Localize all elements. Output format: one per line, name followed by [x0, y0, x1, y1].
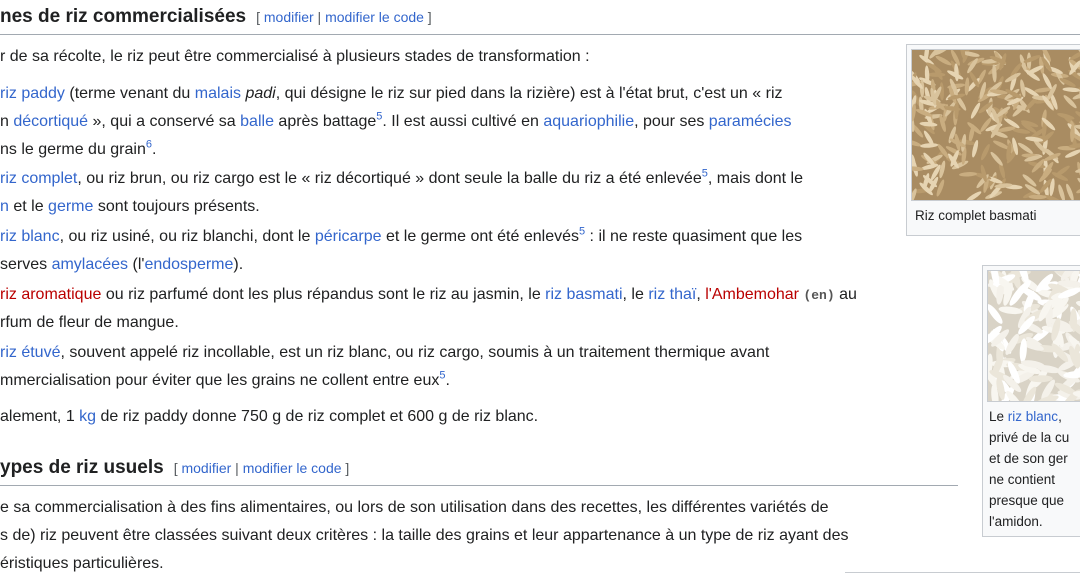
- son-link[interactable]: n: [0, 198, 9, 215]
- riz-etuve-link[interactable]: riz étuvé: [0, 344, 61, 361]
- text: (terme venant du: [64, 85, 195, 102]
- edit-section: [ modifier | modifier le code ]: [173, 460, 350, 476]
- list-item: [0, 283, 857, 308]
- heading-divider: [0, 34, 1080, 35]
- text: ).: [233, 256, 244, 273]
- text: , mais dont le: [707, 170, 803, 187]
- thumbnail-riz-blanc: [982, 265, 1080, 537]
- rice-grains-image[interactable]: [911, 49, 1080, 201]
- list-item-continued: [0, 195, 260, 219]
- text: .: [151, 141, 157, 158]
- text: .: [445, 372, 450, 389]
- riz-aromatique-link[interactable]: riz aromatique: [0, 286, 102, 303]
- thumbnail-caption-line: privé de la cu: [989, 430, 1070, 445]
- text: , qui désigne le riz sur pied dans la rizière) est à l'état brut, c'est un « riz: [275, 85, 783, 102]
- text: , ou riz usiné, ou riz blanchi, dont le: [59, 228, 315, 245]
- list-item: [0, 341, 769, 365]
- text: mmercialisation pour éviter que les grains ne collent entre eux: [0, 372, 440, 389]
- text: . Il est aussi cultivé en: [382, 113, 544, 130]
- white-rice-image[interactable]: [987, 270, 1080, 402]
- kg-link[interactable]: kg: [79, 408, 97, 425]
- thumbnail-caption-line: ne contient: [989, 472, 1056, 487]
- text: après battage: [273, 113, 377, 130]
- next-thumbnail-edge: [845, 572, 1080, 573]
- edit-code-link[interactable]: modifier le code: [242, 460, 342, 476]
- reference[interactable]: 5: [701, 167, 708, 180]
- intro-paragraph: r de sa récolte, le riz peut être commercialisé à plusieurs stades de transformation :: [0, 48, 590, 65]
- reference[interactable]: 5: [578, 225, 586, 238]
- list-item: [0, 82, 783, 106]
- text: serves: [0, 256, 52, 273]
- reference[interactable]: 6: [145, 138, 152, 151]
- paramecies-link[interactable]: paramécies: [708, 113, 792, 130]
- thumbnail-riz-complet: [906, 44, 1080, 236]
- section-title: nes de riz commercialisées: [0, 6, 247, 27]
- language-link[interactable]: (en): [803, 288, 835, 303]
- edit-link[interactable]: modifier: [263, 9, 314, 25]
- text: , souvent appelé riz incollable, est un riz blanc, ou riz cargo, soumis à un traitement thermique avant: [60, 344, 770, 361]
- text: ns le germe du grain: [0, 141, 146, 158]
- edit-code-link[interactable]: modifier le code: [325, 9, 424, 25]
- riz-blanc-link[interactable]: riz blanc: [0, 228, 60, 245]
- balle-link[interactable]: balle: [240, 113, 274, 130]
- list-item: [0, 167, 803, 191]
- text: de riz paddy donne 750 g de riz complet et 600 g de riz blanc.: [96, 408, 539, 425]
- text: Le: [989, 409, 1008, 424]
- riz-paddy-link[interactable]: riz paddy: [0, 85, 65, 102]
- riz-complet-link[interactable]: riz complet: [0, 170, 78, 187]
- amylacees-link[interactable]: amylacées: [51, 256, 129, 273]
- section-heading-types: [0, 457, 349, 479]
- heading-divider: [0, 485, 958, 486]
- edit-section: [ modifier | modifier le code ]: [256, 9, 432, 25]
- summary-paragraph: [0, 405, 538, 429]
- aquariophilie-link[interactable]: aquariophilie: [543, 113, 635, 130]
- thumbnail-caption[interactable]: Riz complet basmati: [915, 208, 1037, 223]
- pericarpe-link[interactable]: péricarpe: [314, 228, 382, 245]
- text: n: [0, 113, 14, 130]
- text: ,: [1058, 409, 1062, 424]
- text: , pour ses: [634, 113, 709, 130]
- text: ,: [696, 286, 706, 303]
- list-item-continued: [0, 110, 792, 134]
- text: et le germe ont été enlevés: [381, 228, 579, 245]
- riz-blanc-caption-link[interactable]: riz blanc: [1007, 409, 1059, 424]
- reference[interactable]: 5: [439, 369, 446, 382]
- brown-rice-photo-icon: [912, 50, 1080, 200]
- thumbnail-caption: [989, 406, 1062, 427]
- germe-link[interactable]: germe: [48, 198, 94, 215]
- usage-paragraph-line: éristiques particulières.: [0, 555, 164, 572]
- text: au: [834, 286, 857, 303]
- thumbnail-caption-line: l'amidon.: [989, 514, 1043, 529]
- malais-link[interactable]: malais: [194, 85, 241, 102]
- list-item: [0, 225, 802, 249]
- text: alement, 1: [0, 408, 80, 425]
- section-title: ypes de riz usuels: [0, 457, 164, 478]
- thumbnail-caption-line: et de son ger: [989, 451, 1068, 466]
- text: , ou riz brun, ou riz cargo est le « riz décortiqué » dont seule la balle du riz a été enlevée: [77, 170, 702, 187]
- endosperme-link[interactable]: endosperme: [144, 256, 234, 273]
- text: : il ne reste quasiment que les: [585, 228, 803, 245]
- riz-basmati-link[interactable]: riz basmati: [545, 286, 623, 303]
- text: sont toujours présents.: [93, 198, 260, 215]
- list-item-continued: rfum de fleur de mangue.: [0, 314, 179, 331]
- text: », qui a conservé sa: [88, 113, 241, 130]
- text: (l': [128, 256, 145, 273]
- list-item-continued: [0, 253, 243, 277]
- usage-paragraph-line: e sa commercialisation à des fins alimentaires, ou lors de son utilisation dans des recettes, les différentes variétés de: [0, 499, 829, 516]
- riz-thai-link[interactable]: riz thaï: [648, 286, 697, 303]
- edit-link[interactable]: modifier: [181, 460, 232, 476]
- text: ou riz parfumé dont les plus répandus sont le riz au jasmin, le: [101, 286, 546, 303]
- reference[interactable]: 5: [376, 110, 383, 123]
- thumbnail-caption-line: presque que: [989, 493, 1065, 508]
- list-item-continued: [0, 369, 450, 393]
- padi-term: padi: [245, 85, 276, 102]
- list-item-continued: [0, 138, 156, 162]
- white-rice-photo-icon: [988, 271, 1080, 401]
- text: , le: [622, 286, 649, 303]
- section-heading-commercialisation: [0, 6, 432, 28]
- usage-paragraph-line: s de) riz peuvent être classées suivant deux critères : la taille des grains et leur appartenance à un type de riz ayant des: [0, 527, 849, 544]
- text: et le: [8, 198, 49, 215]
- ambemohar-link[interactable]: l'Ambemohar: [705, 286, 799, 303]
- decortique-link[interactable]: décortiqué: [13, 113, 89, 130]
